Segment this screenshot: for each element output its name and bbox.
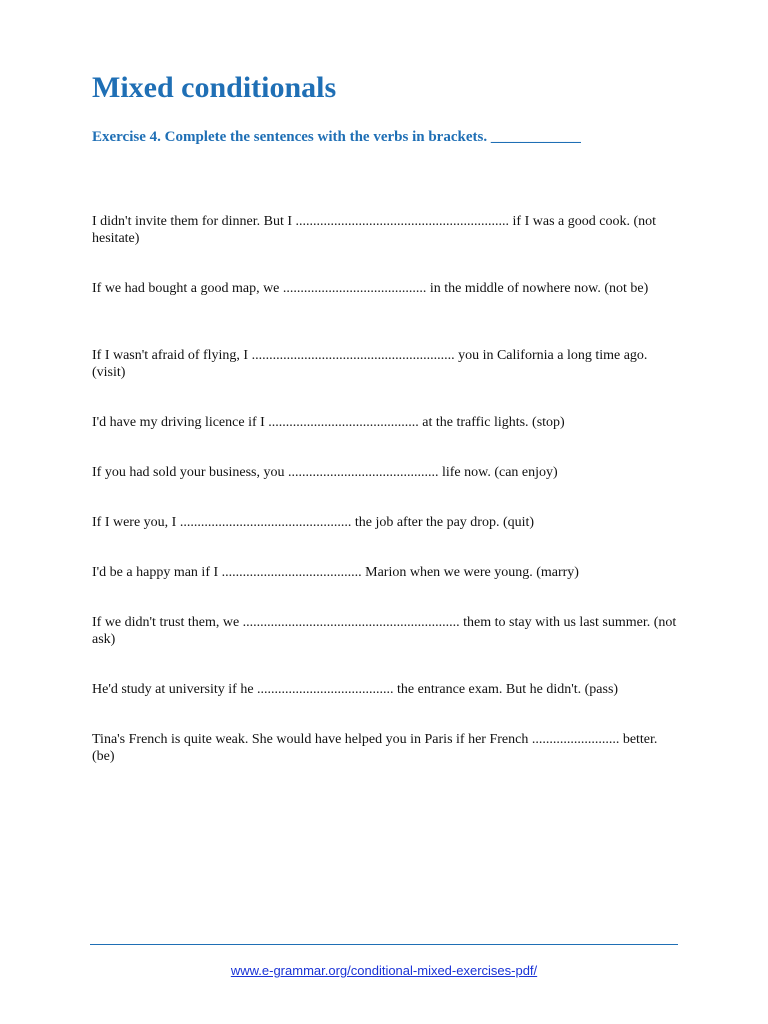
sentence-6: If I were you, I ................................................. the job after the pay drop. (quit) (92, 515, 535, 530)
sentence-8: If we didn't trust them, we .............................................................. them to stay with us last summer. (not ask) (92, 615, 677, 647)
sentence-list (92, 213, 682, 765)
footer-link[interactable]: www.e-grammar.org/conditional-mixed-exercises-pdf/ (230, 963, 538, 978)
sentence-4: I'd have my driving licence if I ........................................... at the traffic lights. (stop) (92, 415, 565, 430)
sentence-9: He'd study at university if he ....................................... the entrance exam. But he didn't. (pass) (92, 682, 619, 697)
sentence-7: I'd be a happy man if I ........................................ Marion when we were young. (marry) (92, 565, 579, 580)
footer-divider (90, 944, 678, 945)
exercise-heading: Exercise 4. Complete the sentences with the verbs in brackets. ____________ (92, 129, 581, 145)
page-title: Mixed conditionals (92, 71, 337, 104)
sentence-3: If I wasn't afraid of flying, I .......................................................... you in California a long time ago. (visit) (92, 348, 648, 380)
sentence-5: If you had sold your business, you ........................................... life now. (can enjoy) (92, 465, 558, 480)
sentence-1: I didn't invite them for dinner. But I ............................................................. if I was a good cook. (not hesitate) (92, 214, 657, 246)
sentence-10: Tina's French is quite weak. She would have helped you in Paris if her French ......................... better. (be) (92, 732, 658, 764)
sentence-2: If we had bought a good map, we ......................................... in the middle of nowhere now. (not be) (92, 281, 649, 296)
